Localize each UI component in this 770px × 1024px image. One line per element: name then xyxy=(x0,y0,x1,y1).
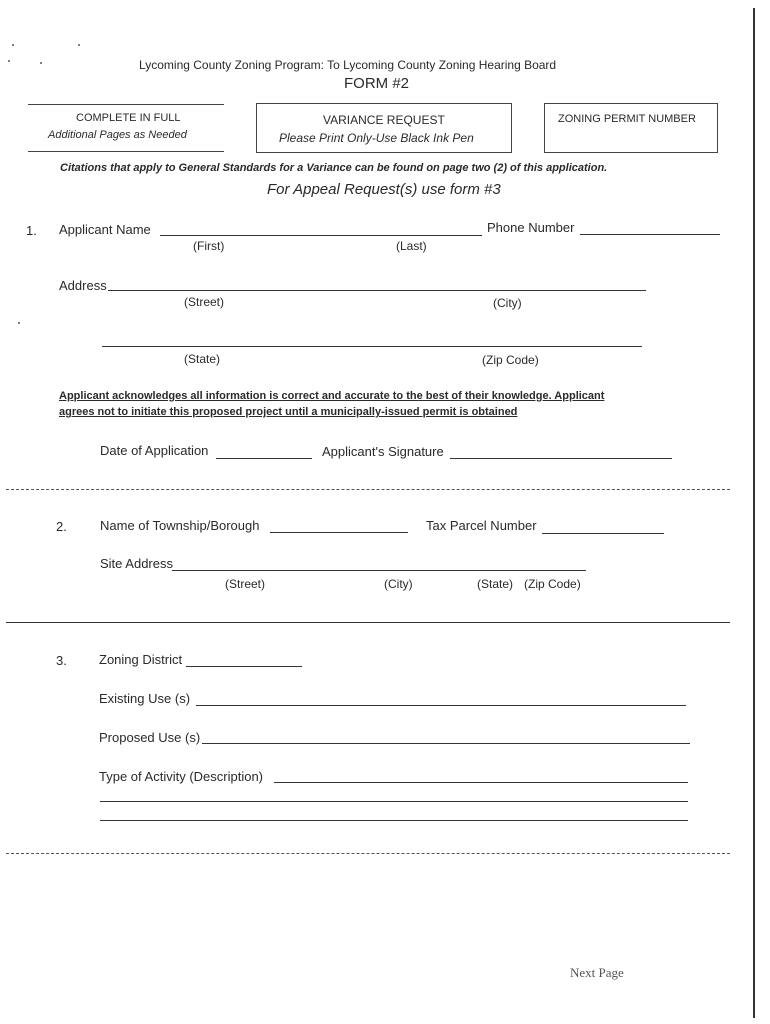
section-1-number: 1. xyxy=(26,223,37,238)
street-caption: (Street) xyxy=(184,295,225,309)
type-of-activity-label: Type of Activity (Description) xyxy=(99,769,263,784)
complete-in-full-label: COMPLETE IN FULL xyxy=(76,112,181,124)
tax-parcel-number-field[interactable] xyxy=(542,533,664,534)
acknowledgement-line-2: agrees not to initiate this proposed project until a municipally-issued permit is obtained xyxy=(59,406,518,418)
proposed-use-field[interactable] xyxy=(202,743,690,744)
activity-description-line-3[interactable] xyxy=(100,820,688,821)
city-caption: (City) xyxy=(493,296,522,310)
scan-speck xyxy=(18,322,20,324)
date-of-application-label: Date of Application xyxy=(100,443,209,458)
site-zip-code-caption: (Zip Code) xyxy=(524,577,581,591)
scan-speck xyxy=(78,44,80,46)
phone-number-field[interactable] xyxy=(580,234,720,235)
section-3-number: 3. xyxy=(56,653,67,668)
existing-use-field[interactable] xyxy=(196,705,686,706)
last-name-caption: (Last) xyxy=(396,239,427,253)
site-state-caption: (State) xyxy=(477,577,514,591)
address-label: Address xyxy=(59,278,107,293)
section-divider xyxy=(6,622,730,623)
acknowledgement-line-1: Applicant acknowledges all information is correct and accurate to the best of their knowledge. Applicant xyxy=(59,390,605,402)
section-divider xyxy=(6,853,730,854)
print-instructions-label: Please Print Only-Use Black Ink Pen xyxy=(279,131,474,145)
site-street-caption: (Street) xyxy=(225,577,266,591)
variance-request-label: VARIANCE REQUEST xyxy=(323,113,445,127)
site-city-caption: (City) xyxy=(384,577,413,591)
site-address-label: Site Address xyxy=(100,556,173,571)
scan-speck xyxy=(12,44,14,46)
page-edge-line xyxy=(753,8,755,1018)
form-header-title: Lycoming County Zoning Program: To Lycoming County Zoning Hearing Board xyxy=(139,58,557,72)
scan-speck xyxy=(40,62,42,64)
activity-description-line-2[interactable] xyxy=(100,801,688,802)
zoning-district-label: Zoning District xyxy=(99,652,183,667)
proposed-use-label: Proposed Use (s) xyxy=(99,730,201,745)
date-of-application-field[interactable] xyxy=(216,458,312,459)
appeal-note: For Appeal Request(s) use form #3 xyxy=(267,181,501,198)
scan-speck xyxy=(8,60,10,62)
applicant-name-field[interactable] xyxy=(160,235,482,236)
township-borough-label: Name of Township/Borough xyxy=(100,518,260,533)
form-number: FORM #2 xyxy=(344,75,410,92)
address-state-zip-field[interactable] xyxy=(102,346,642,347)
applicant-signature-field[interactable] xyxy=(450,458,672,459)
phone-number-label: Phone Number xyxy=(487,220,575,235)
existing-use-label: Existing Use (s) xyxy=(99,691,191,706)
complete-in-full-box xyxy=(28,104,224,152)
tax-parcel-number-label: Tax Parcel Number xyxy=(426,518,537,533)
first-name-caption: (First) xyxy=(193,239,225,253)
zoning-permit-number-label: ZONING PERMIT NUMBER xyxy=(558,113,696,125)
zoning-permit-number-box[interactable] xyxy=(544,103,718,153)
applicant-signature-label: Applicant's Signature xyxy=(322,444,444,459)
zoning-district-field[interactable] xyxy=(186,666,302,667)
township-borough-field[interactable] xyxy=(270,532,408,533)
type-of-activity-field[interactable] xyxy=(274,782,688,783)
next-page-note: Next Page xyxy=(570,965,624,980)
citations-note: Citations that apply to General Standards for a Variance can be found on page two (2) of this application. xyxy=(60,162,608,174)
variance-request-box xyxy=(256,103,512,153)
applicant-name-label: Applicant Name xyxy=(59,222,151,237)
section-2-number: 2. xyxy=(56,519,67,534)
additional-pages-label: Additional Pages as Needed xyxy=(48,129,187,141)
state-caption: (State) xyxy=(184,352,221,366)
address-street-city-field[interactable] xyxy=(108,290,646,291)
zip-code-caption: (Zip Code) xyxy=(482,353,539,367)
section-divider xyxy=(6,489,730,490)
site-address-field[interactable] xyxy=(172,570,586,571)
